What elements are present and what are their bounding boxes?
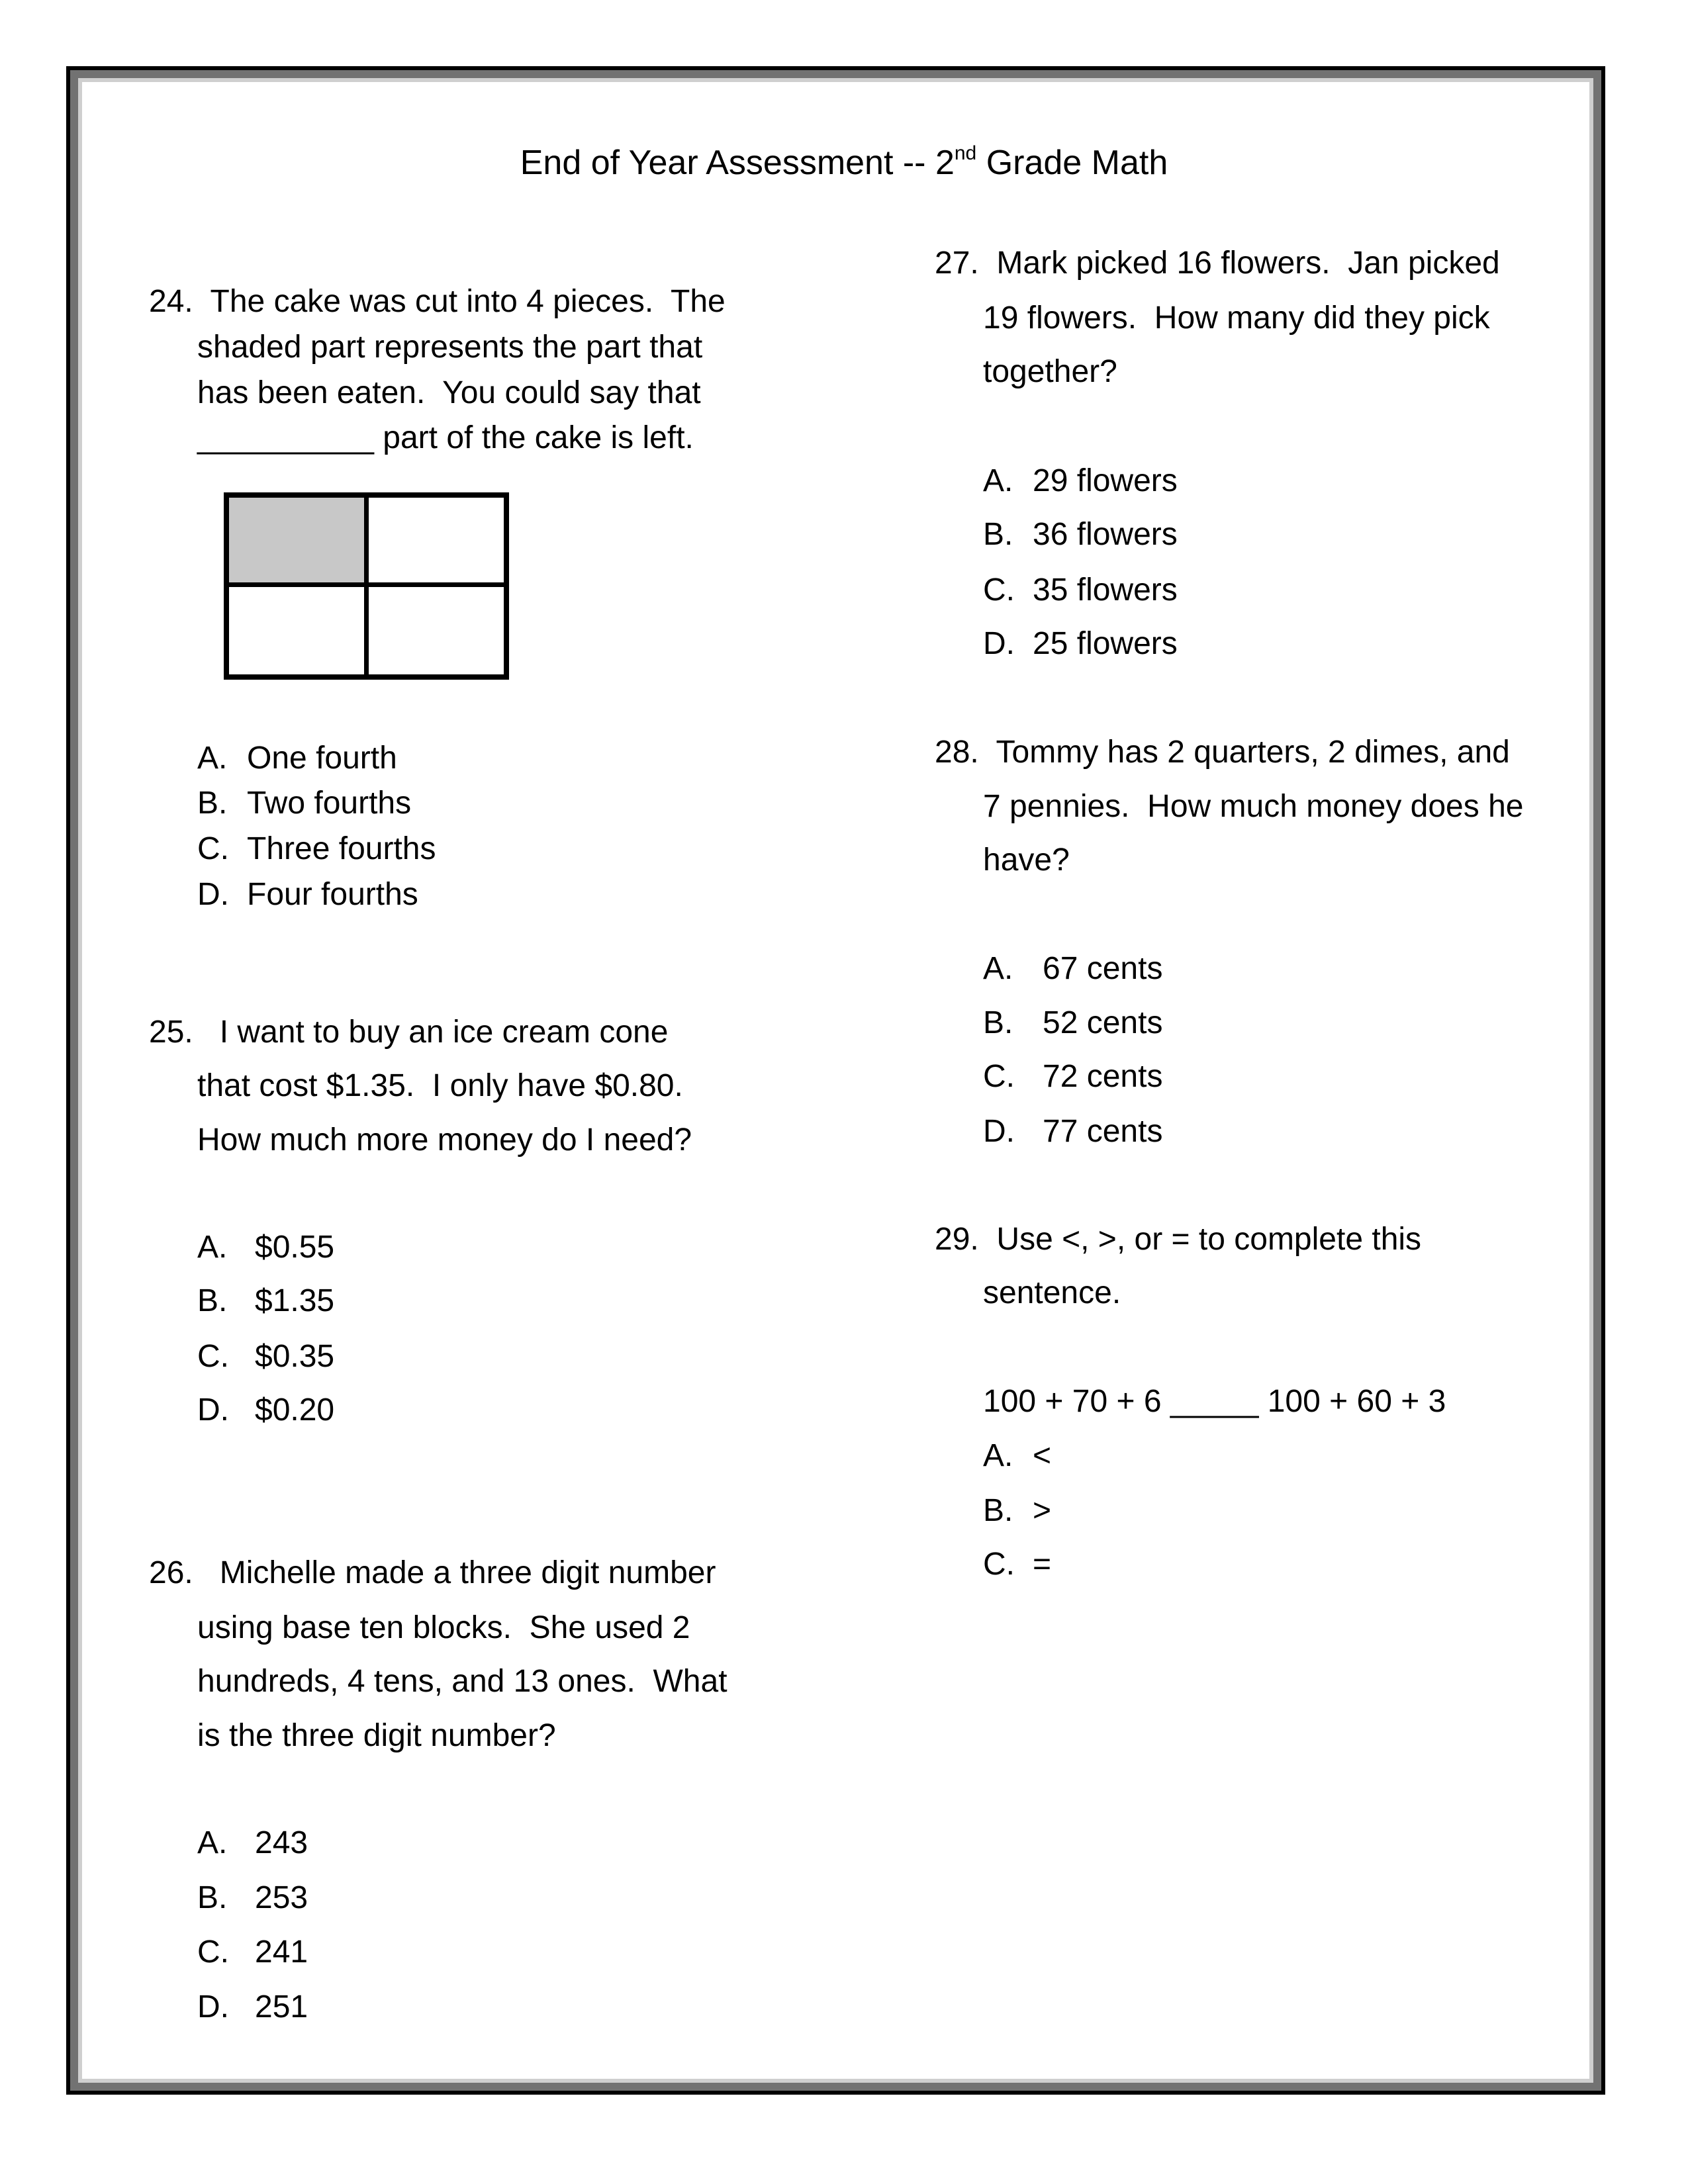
option-text[interactable]: <	[1033, 1438, 1052, 1473]
option-letter: D.	[983, 1114, 1015, 1149]
option-text[interactable]: Three fourths	[247, 831, 436, 866]
cake-fraction-figure	[224, 492, 509, 680]
option-text[interactable]: $1.35	[255, 1283, 335, 1318]
option-text[interactable]: One fourth	[247, 741, 397, 776]
question-text: 25. I want to buy an ice cream cone	[149, 1015, 669, 1050]
question-text: 19 flowers. How many did they pick	[983, 300, 1490, 336]
option-letter: C.	[197, 1339, 229, 1374]
option-text[interactable]: 36 flowers	[1033, 517, 1178, 552]
option-text[interactable]: 253	[255, 1880, 308, 1915]
option-text[interactable]: 67 cents	[1043, 951, 1163, 986]
option-text[interactable]: 72 cents	[1043, 1059, 1163, 1094]
question-text: 29. Use <, >, or = to complete this	[935, 1222, 1422, 1257]
title-superscript: nd	[954, 142, 977, 164]
question-text: 27. Mark picked 16 flowers. Jan picked	[935, 246, 1500, 281]
option-letter: B.	[197, 1283, 228, 1318]
page-title	[0, 136, 1688, 189]
option-letter: A.	[983, 463, 1013, 498]
option-text[interactable]: 241	[255, 1934, 308, 1970]
question-text: together?	[983, 354, 1117, 389]
option-text[interactable]: >	[1033, 1493, 1052, 1528]
option-letter: B.	[983, 517, 1013, 552]
title-text: End of Year Assessment -- 2	[520, 144, 955, 182]
option-letter: A.	[983, 1438, 1013, 1473]
question-text: 28. Tommy has 2 quarters, 2 dimes, and	[935, 735, 1510, 770]
option-text[interactable]: $0.55	[255, 1230, 335, 1265]
option-text[interactable]: Two fourths	[247, 786, 412, 821]
option-letter: A.	[197, 1230, 228, 1265]
option-text[interactable]: 251	[255, 1989, 308, 2025]
option-letter: A.	[197, 741, 228, 776]
option-text[interactable]: 29 flowers	[1033, 463, 1178, 498]
option-letter: D.	[197, 1989, 229, 2025]
shaded-piece	[229, 498, 365, 584]
question-text: that cost $1.35. I only have $0.80.	[197, 1068, 683, 1103]
option-text[interactable]: 52 cents	[1043, 1005, 1163, 1040]
option-letter: B.	[983, 1493, 1013, 1528]
question-text: sentence.	[983, 1275, 1121, 1310]
question-text: 24. The cake was cut into 4 pieces. The	[149, 284, 726, 319]
option-letter: C.	[197, 831, 229, 866]
option-text[interactable]: =	[1033, 1547, 1052, 1582]
option-letter: D.	[197, 1392, 229, 1428]
option-text[interactable]: 243	[255, 1825, 308, 1860]
option-text[interactable]: 35 flowers	[1033, 572, 1178, 608]
question-text: is the three digit number?	[197, 1718, 556, 1753]
option-letter: C.	[983, 1059, 1015, 1094]
option-letter: D.	[983, 626, 1015, 661]
option-letter: C.	[983, 572, 1015, 608]
option-text[interactable]: $0.20	[255, 1392, 335, 1428]
option-text[interactable]: 25 flowers	[1033, 626, 1178, 661]
question-text: hundreds, 4 tens, and 13 ones. What	[197, 1664, 727, 1699]
question-text: has been eaten. You could say that	[197, 375, 701, 410]
option-text[interactable]: $0.35	[255, 1339, 335, 1374]
option-letter: C.	[983, 1547, 1015, 1582]
question-text: 7 pennies. How much money does he	[983, 789, 1524, 824]
option-letter: A.	[197, 1825, 228, 1860]
option-letter: A.	[983, 951, 1013, 986]
question-text: __________ part of the cake is left.	[197, 420, 694, 455]
option-letter: D.	[197, 877, 229, 912]
question-text: have?	[983, 842, 1070, 878]
option-text[interactable]: 77 cents	[1043, 1114, 1163, 1149]
title-text-suffix: Grade Math	[976, 144, 1168, 182]
figure-divider-horizontal	[229, 582, 504, 587]
option-letter: B.	[197, 786, 228, 821]
option-text[interactable]: Four fourths	[247, 877, 418, 912]
option-letter: C.	[197, 1934, 229, 1970]
question-text: using base ten blocks. She used 2	[197, 1610, 690, 1645]
question-text: 26. Michelle made a three digit number	[149, 1555, 716, 1590]
question-text: shaded part represents the part that	[197, 330, 703, 365]
comparison-expression: 100 + 70 + 6 _____ 100 + 60 + 3	[983, 1384, 1446, 1419]
question-text: How much more money do I need?	[197, 1122, 692, 1158]
option-letter: B.	[197, 1880, 228, 1915]
option-letter: B.	[983, 1005, 1013, 1040]
